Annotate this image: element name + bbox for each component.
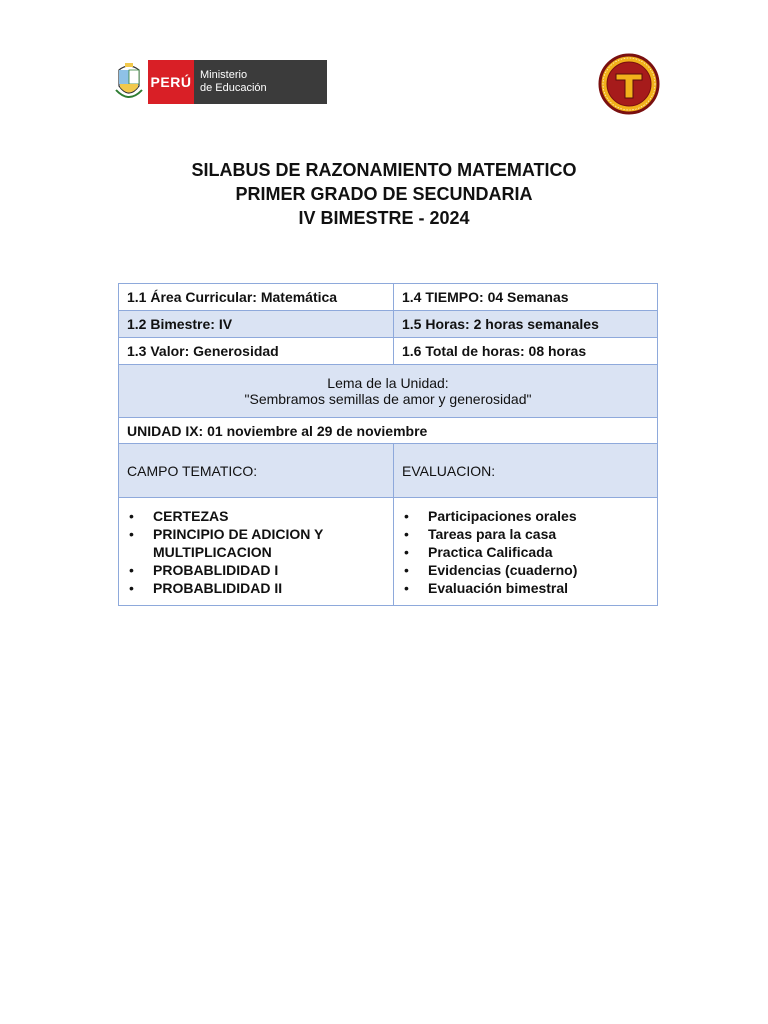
ministry-logo: [114, 60, 327, 104]
tiempo-cell: 1.4 TIEMPO: 04 Semanas: [394, 284, 658, 311]
list-item: • PROBABLIDIDAD II: [153, 579, 385, 597]
list-item: • CERTEZAS: [153, 507, 385, 525]
campo-tematico-list: [127, 507, 385, 597]
lema-cell: [119, 365, 658, 418]
campo-tematico-header: CAMPO TEMATICO:: [119, 444, 394, 498]
title-line-3: IV BIMESTRE - 2024: [298, 208, 470, 228]
lema-label: Lema de la Unidad:: [327, 375, 449, 391]
unidad-cell: UNIDAD IX: 01 noviembre al 29 de noviembre: [119, 418, 658, 444]
peru-coat-of-arms-icon: [114, 60, 144, 104]
list-item: • Evaluación bimestral: [428, 579, 649, 597]
area-cell: 1.1 Área Curricular: Matemática: [119, 284, 394, 311]
evaluacion-cell: [394, 498, 658, 606]
bimestre-cell: 1.2 Bimestre: IV: [119, 311, 394, 338]
ministry-line-1: Ministerio: [200, 69, 248, 81]
list-item: • Tareas para la casa: [428, 525, 649, 543]
evaluacion-list: [402, 507, 649, 597]
list-item: • Participaciones orales: [428, 507, 649, 525]
list-item: • PRINCIPIO DE ADICION Y MULTIPLICACION: [153, 525, 385, 561]
ministry-line-2: de Educación: [200, 82, 267, 94]
title-line-1: SILABUS DE RAZONAMIENTO MATEMATICO: [191, 160, 577, 180]
document-title: [0, 158, 768, 230]
list-item: • Practica Calificada: [428, 543, 649, 561]
syllabus-table: [118, 283, 658, 606]
horas-cell: 1.5 Horas: 2 horas semanales: [394, 311, 658, 338]
evaluacion-header: EVALUACION:: [394, 444, 658, 498]
campo-tematico-cell: [119, 498, 394, 606]
list-item: • Evidencias (cuaderno): [428, 561, 649, 579]
lema-text: "Sembramos semillas de amor y generosidad": [244, 391, 532, 407]
list-item: • PROBABLIDIDAD I: [153, 561, 385, 579]
total-horas-cell: 1.6 Total de horas: 08 horas: [394, 338, 658, 365]
title-line-2: PRIMER GRADO DE SECUNDARIA: [235, 184, 533, 204]
school-seal-icon: [598, 53, 660, 115]
peru-brand-box: PERÚ: [148, 60, 194, 104]
ministry-name-box: [194, 60, 327, 104]
valor-cell: 1.3 Valor: Generosidad: [119, 338, 394, 365]
